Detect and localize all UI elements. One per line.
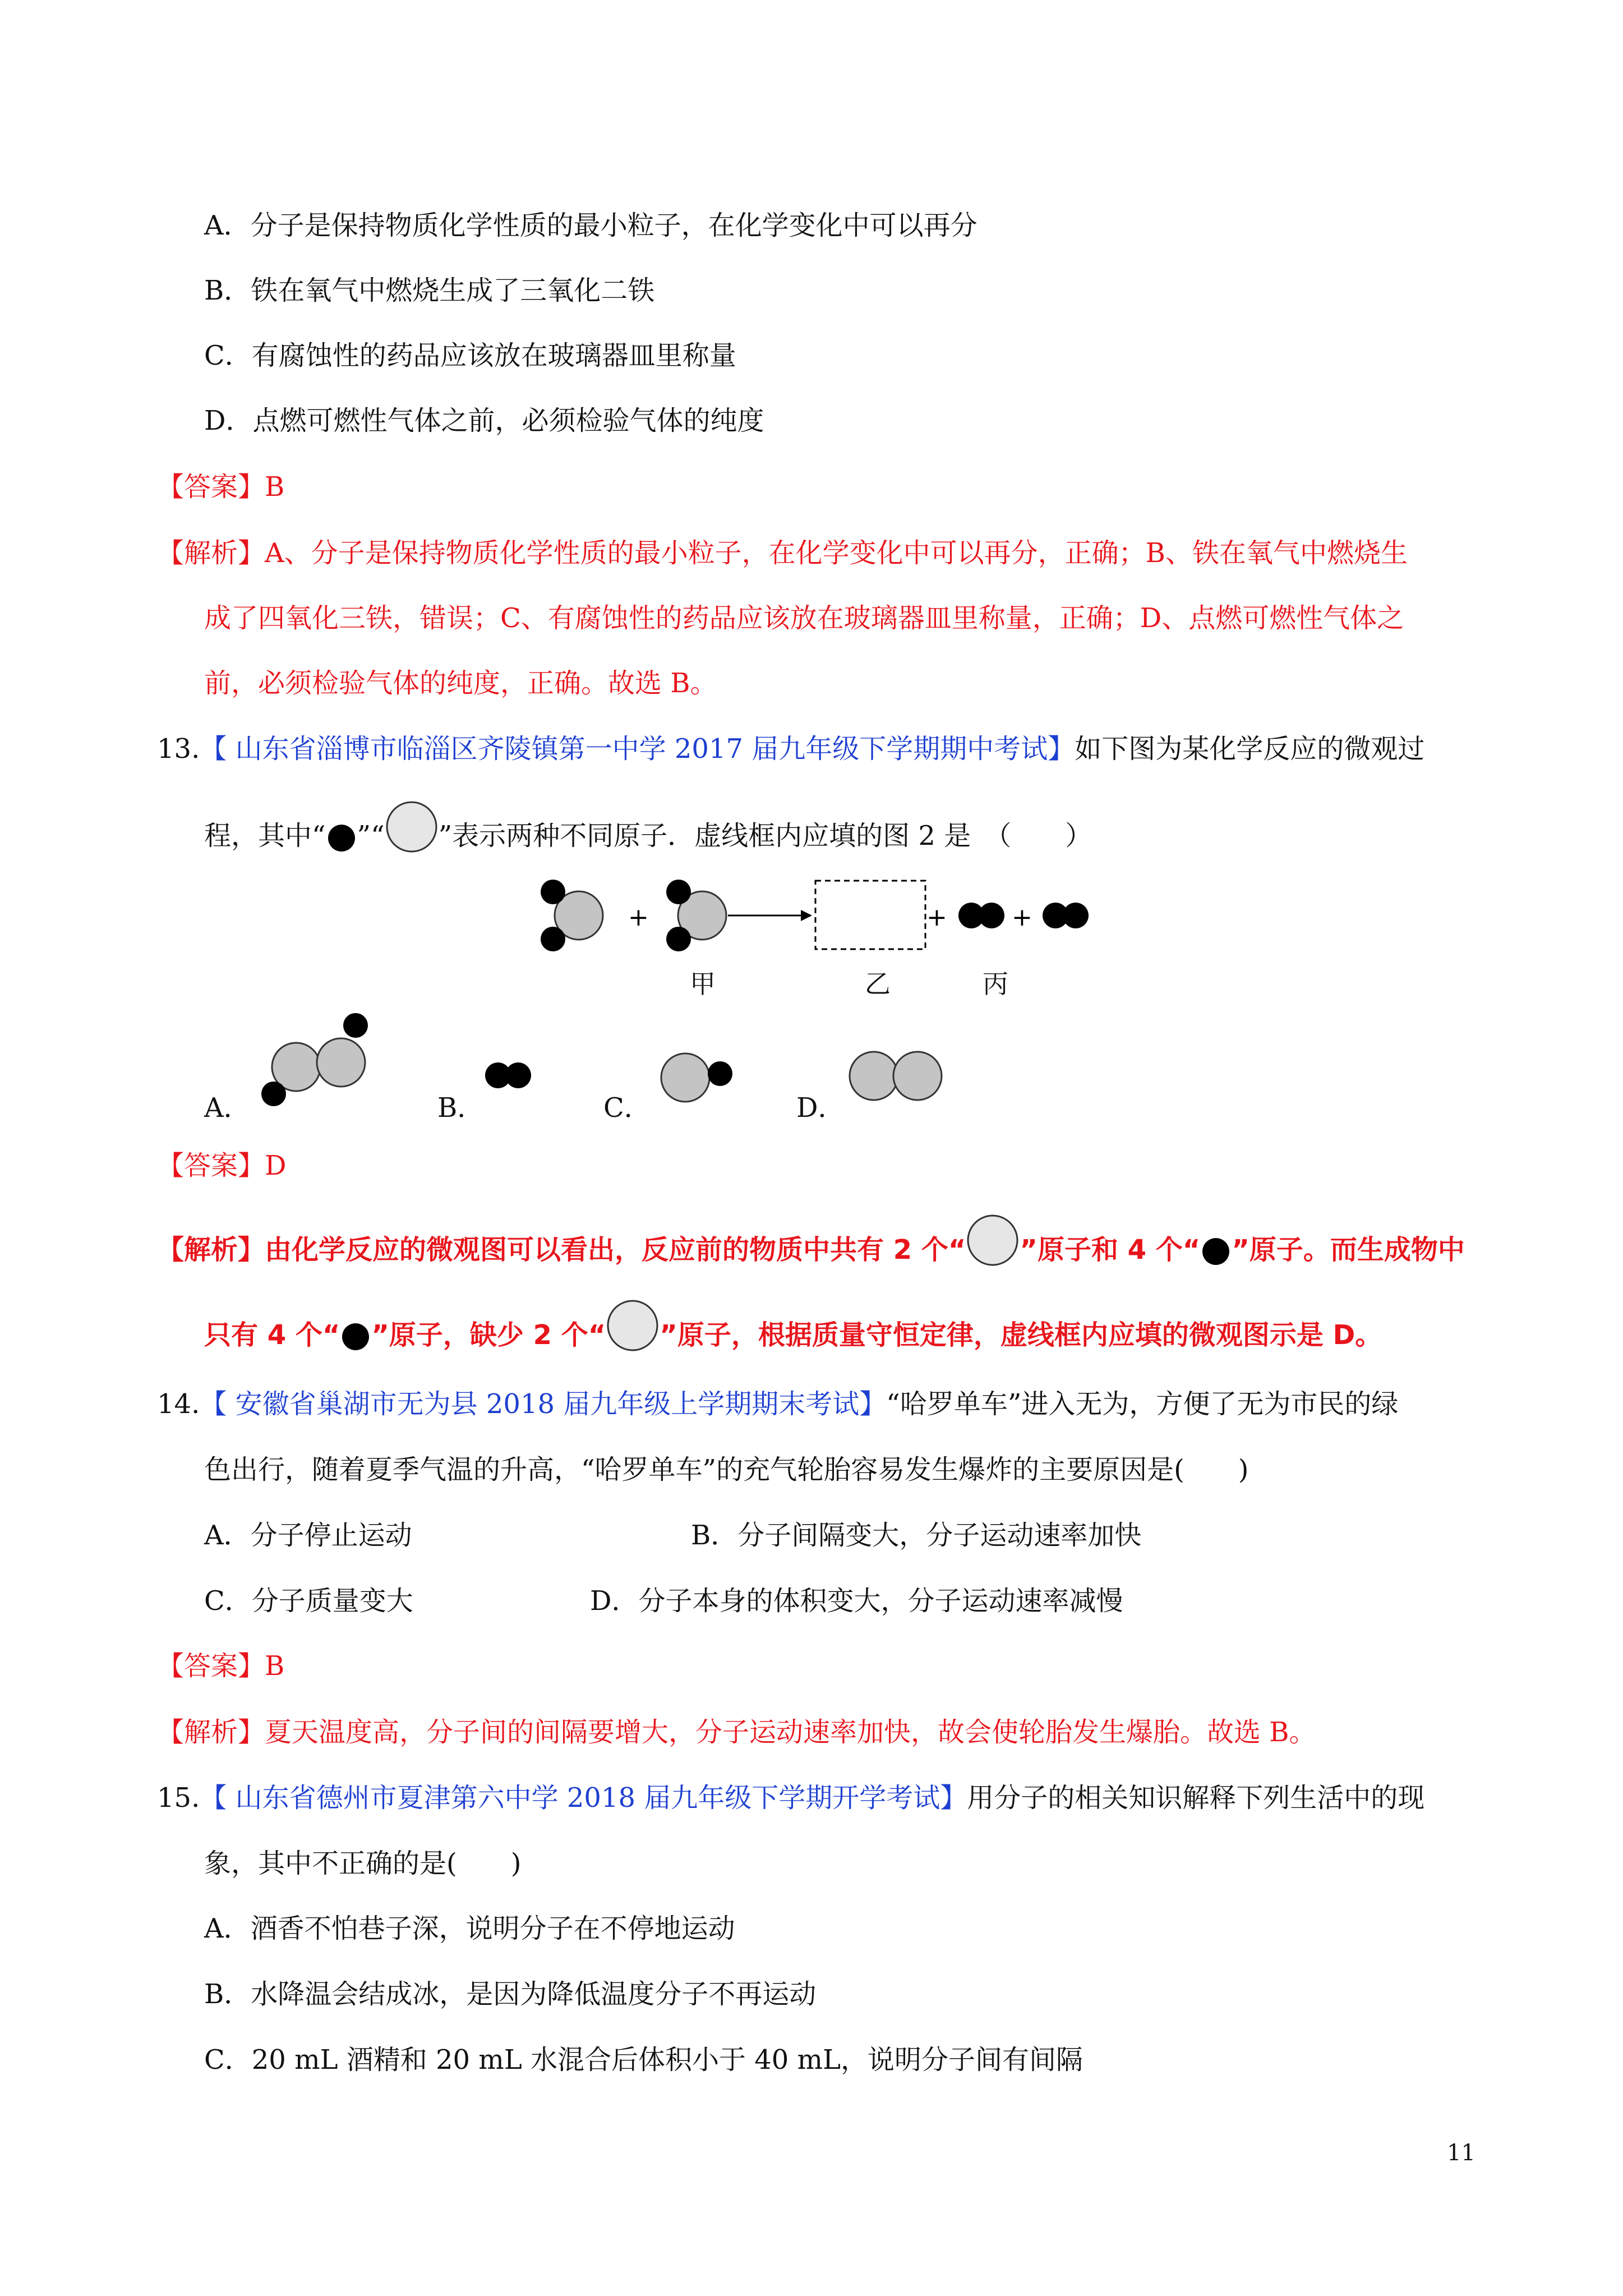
q12-option-b: B．铁在氧气中燃烧生成了三氧化二铁 [204, 275, 655, 306]
gray-atom-icon [966, 1213, 1020, 1267]
analysis-text: 只有 4 个“ [204, 1319, 340, 1351]
black-atom [666, 927, 691, 951]
q13-option-c-letter: C． [603, 1092, 651, 1124]
option-a-molecule [251, 1004, 380, 1111]
plus-sign: + [926, 903, 947, 932]
question-source: 【 安徽省巢湖市无为县 2018 届九年级上学期期末考试】 [200, 1388, 887, 1420]
q15-option-c: C．20 mL 酒精和 20 mL 水混合后体积小于 40 mL，说明分子间有间隔 [204, 2044, 1083, 2076]
q14-option-d: D．分子本身的体积变大，分子运动速率减慢 [590, 1585, 1123, 1617]
stem-text: 程，其中“ [204, 820, 326, 852]
q15-option-a: A．酒香不怕巷子深，说明分子在不停地运动 [204, 1913, 735, 1944]
q14-stem-line-1 [157, 1387, 1398, 1421]
question-source: 【 山东省德州市夏津第六中学 2018 届九年级下学期开学考试】 [200, 1782, 967, 1814]
question-number: 15. [157, 1782, 200, 1814]
q15-stem-line-1 [157, 1781, 1424, 1815]
answer-tag: 【答案】 [157, 1650, 265, 1682]
q13-stem-line-1 [157, 732, 1424, 766]
reaction-diagram [527, 875, 1110, 987]
gray-atom-icon [606, 1299, 660, 1352]
analysis-text: A、分子是保持物质化学性质的最小粒子，在化学变化中可以再分，正确；B、铁在氧气中燃烧生 [265, 537, 1408, 569]
black-atom [541, 927, 565, 951]
question-source: 【 山东省淄博市临淄区齐陵镇第一中学 2017 届九年级下学期期中考试】 [200, 733, 1075, 765]
stem-text: ”表示两种不同原子．虚线框内应填的图 2 是 （ ） [438, 820, 1092, 852]
plus-sign: + [628, 903, 649, 932]
q14-answer [157, 1649, 284, 1683]
analysis-tag: 【解析】 [157, 1717, 265, 1748]
dashed-box [815, 881, 925, 949]
analysis-text: ”原子和 4 个“ [1020, 1234, 1201, 1266]
label-jia: 甲 [690, 969, 716, 999]
q14-stem-line-2: 色出行，随着夏季气温的升高，“哈罗单车”的充气轮胎容易发生爆炸的主要原因是( ) [204, 1454, 1249, 1485]
q13-option-a-letter: A． [204, 1092, 251, 1124]
option-c-molecule [654, 1047, 749, 1108]
page-number: 11 [1447, 2140, 1476, 2166]
answer-tag: 【答案】 [157, 1150, 265, 1181]
question-number: 13. [157, 733, 200, 765]
analysis-text: ”原子，缺少 2 个“ [371, 1319, 606, 1351]
analysis-text: 夏天温度高，分子间的间隔要增大，分子运动速率加快，故会使轮胎发生爆胎。故选 B。 [265, 1717, 1316, 1748]
question-number: 14. [157, 1388, 200, 1420]
answer-value: D [265, 1150, 287, 1181]
question-stem: “哈罗单车”进入无为，方便了无为市民的绿 [886, 1388, 1399, 1420]
q12-analysis-1 [157, 536, 1408, 570]
q12-analysis-3: 前，必须检验气体的纯度，正确。故选 B。 [204, 668, 717, 699]
q15-option-b: B．水降温会结成冰，是因为降低温度分子不再运动 [204, 1978, 817, 2010]
answer-value: B [265, 1650, 285, 1682]
label-yi: 乙 [865, 969, 891, 999]
black-atom-icon [326, 822, 357, 854]
q14-analysis [157, 1715, 1316, 1749]
q13-analysis-2 [204, 1318, 1382, 1352]
q12-answer [157, 470, 284, 504]
analysis-tag: 【解析】 [157, 537, 265, 569]
arrow-head [801, 910, 812, 921]
gray-atom-icon [385, 800, 439, 854]
answer-value: B [265, 471, 285, 503]
analysis-tag: 【解析】 [157, 1234, 265, 1266]
q12-option-c: C．有腐蚀性的药品应该放在玻璃器皿里称量 [204, 340, 736, 371]
black-atom-icon [1200, 1236, 1232, 1267]
q13-answer [157, 1149, 287, 1182]
q12-option-d: D．点燃可燃性气体之前，必须检验气体的纯度 [204, 405, 764, 436]
q14-option-b: B．分子间隔变大，分子运动速率加快 [691, 1520, 1142, 1551]
q14-option-c: C．分子质量变大 [204, 1585, 413, 1617]
q14-option-a: A．分子停止运动 [204, 1520, 412, 1551]
q13-analysis-1 [157, 1233, 1465, 1267]
analysis-text: 由化学反应的微观图可以看出，反应前的物质中共有 2 个“ [265, 1234, 966, 1266]
q13-option-b-letter: B． [437, 1092, 485, 1124]
q15-stem-line-2: 象，其中不正确的是( ) [204, 1848, 522, 1879]
black-atom [666, 880, 691, 904]
label-bing: 丙 [983, 969, 1008, 999]
black-atom [1063, 903, 1089, 928]
analysis-text: ”原子。而生成物中 [1232, 1234, 1465, 1266]
q12-option-a: A．分子是保持物质化学性质的最小粒子，在化学变化中可以再分 [204, 210, 978, 241]
question-stem: 用分子的相关知识解释下列生活中的现 [967, 1782, 1425, 1814]
black-atom-icon [340, 1321, 371, 1352]
question-stem: 如下图为某化学反应的微观过 [1075, 733, 1425, 765]
answer-tag: 【答案】 [157, 471, 265, 503]
q13-stem-line-2 [204, 819, 1092, 854]
q13-option-d-letter: D． [796, 1092, 845, 1124]
option-d-molecule [841, 1045, 953, 1106]
option-b-molecule [481, 1056, 543, 1095]
black-atom [541, 880, 565, 904]
stem-text: ”“ [357, 820, 385, 852]
q12-analysis-2: 成了四氧化三铁，错误；C、有腐蚀性的药品应该放在玻璃器皿里称量，正确；D、点燃可燃性气体之 [204, 602, 1404, 634]
plus-sign: + [1012, 903, 1032, 932]
analysis-text: ”原子，根据质量守恒定律，虚线框内应填的微观图示是 D。 [660, 1319, 1382, 1351]
black-atom [979, 903, 1004, 928]
